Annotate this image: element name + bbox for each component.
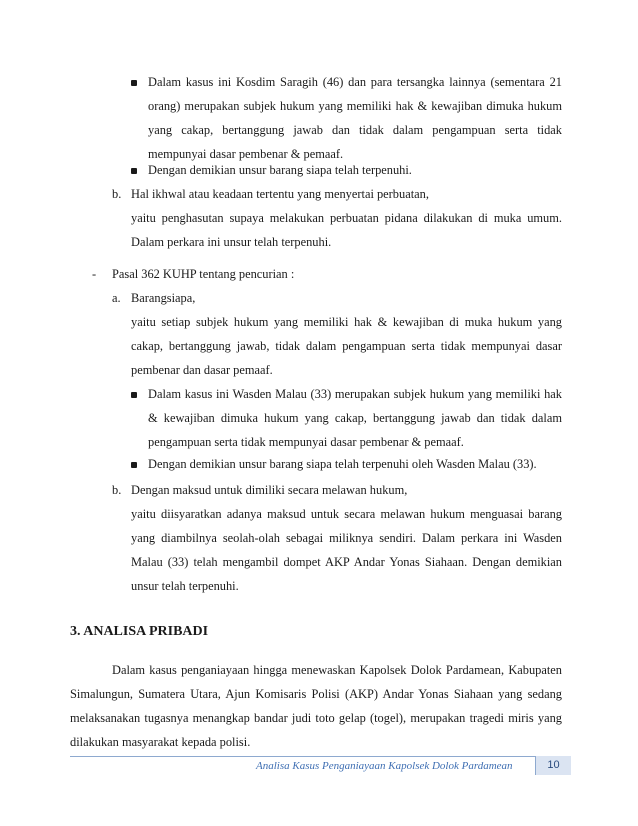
bullet-1-line-4: mempunyai dasar pembenar & pemaaf. [148,147,344,161]
bullet-marker [131,392,137,398]
bullet-1-line-1: Dalam kasus ini Kosdim Saragih (46) dan para tersangka lainnya (sementara 21 [148,75,562,89]
bullet-marker [131,462,137,468]
paragraph-line-3: melaksanakan tugasnya menangkap bandar judi toto gelap (togel), merupakan tragedi miris yang [70,711,562,725]
paragraph-line-1: Dalam kasus penganiayaan hingga menewaskan Kapolsek Dolok Pardamean, Kabupaten [112,663,562,677]
item-b2-title: Dengan maksud untuk dimiliki secara melawan hukum, [131,483,408,497]
item-b2-label: b. [112,483,122,497]
section-heading: 3. ANALISA PRIBADI [70,624,209,639]
bullet-1-line-3: yang cakap, bertanggung jawab dan tidak dalam pengampuan serta tidak [148,123,562,137]
item-b2-line-4: unsur telah terpenuhi. [131,579,239,593]
page-number-box [535,756,571,775]
item-b1-line-1: yaitu penghasutan supaya melakukan perbuatan pidana dilakukan di muka umum. [131,211,562,225]
bullet-1-line-2: orang) merupakan subjek hukum yang memiliki hak & kewajiban dimuka hukum [148,99,562,113]
item-b1-title: Hal ikhwal atau keadaan tertentu yang menyertai perbuatan, [131,187,429,201]
footer-title: Analisa Kasus Penganiayaan Kapolsek Dolok Pardamean [256,760,513,772]
page-number: 10 [547,759,560,771]
item-a-line-3: pembenar dan dasar pemaaf. [131,363,273,377]
item-a-line-1: yaitu setiap subjek hukum yang memiliki hak & kewajiban di muka hukum yang [131,315,562,329]
footer-divider [70,756,570,757]
item-b2-line-2: yang diambilnya seolah-olah sebagai miliknya sendiri. Dalam perkara ini Wasden [131,531,562,545]
item-a-label: a. [112,291,121,305]
item-a-line-2: cakap, bertanggung jawab, tidak dalam pengampuan serta tidak mempunyai dasar [131,339,562,353]
bullet-3-line-3: pengampuan serta tidak mempunyai dasar pembenar & pemaaf. [148,435,464,449]
pasal-heading: Pasal 362 KUHP tentang pencurian : [112,267,295,281]
bullet-4-text: Dengan demikian unsur barang siapa telah terpenuhi oleh Wasden Malau (33). [148,457,537,471]
item-b2-line-1: yaitu diisyaratkan adanya maksud untuk secara melawan hukum menguasai barang [131,507,562,521]
bullet-marker [131,168,137,174]
bullet-3-line-1: Dalam kasus ini Wasden Malau (33) merupakan subjek hukum yang memiliki hak [148,387,562,401]
item-b1-line-2: Dalam perkara ini unsur telah terpenuhi. [131,235,332,249]
dash-marker: - [92,267,97,281]
paragraph-line-4: dilakukan masyarakat kepada polisi. [70,735,251,749]
paragraph-line-2: Simalungun, Sumatera Utara, Ajun Komisaris Polisi (AKP) Andar Yonas Siahaan yang sedang [70,687,562,701]
bullet-3-line-2: & kewajiban dimuka hukum yang cakap, bertanggung jawab dan tidak dalam [148,411,562,425]
item-b2-line-3: Malau (33) telah mengambil dompet AKP Andar Yonas Siahaan. Dengan demikian [131,555,562,569]
bullet-2-text: Dengan demikian unsur barang siapa telah terpenuhi. [148,163,412,177]
item-b1-label: b. [112,187,122,201]
bullet-marker [131,80,137,86]
item-a-title: Barangsiapa, [131,291,196,305]
